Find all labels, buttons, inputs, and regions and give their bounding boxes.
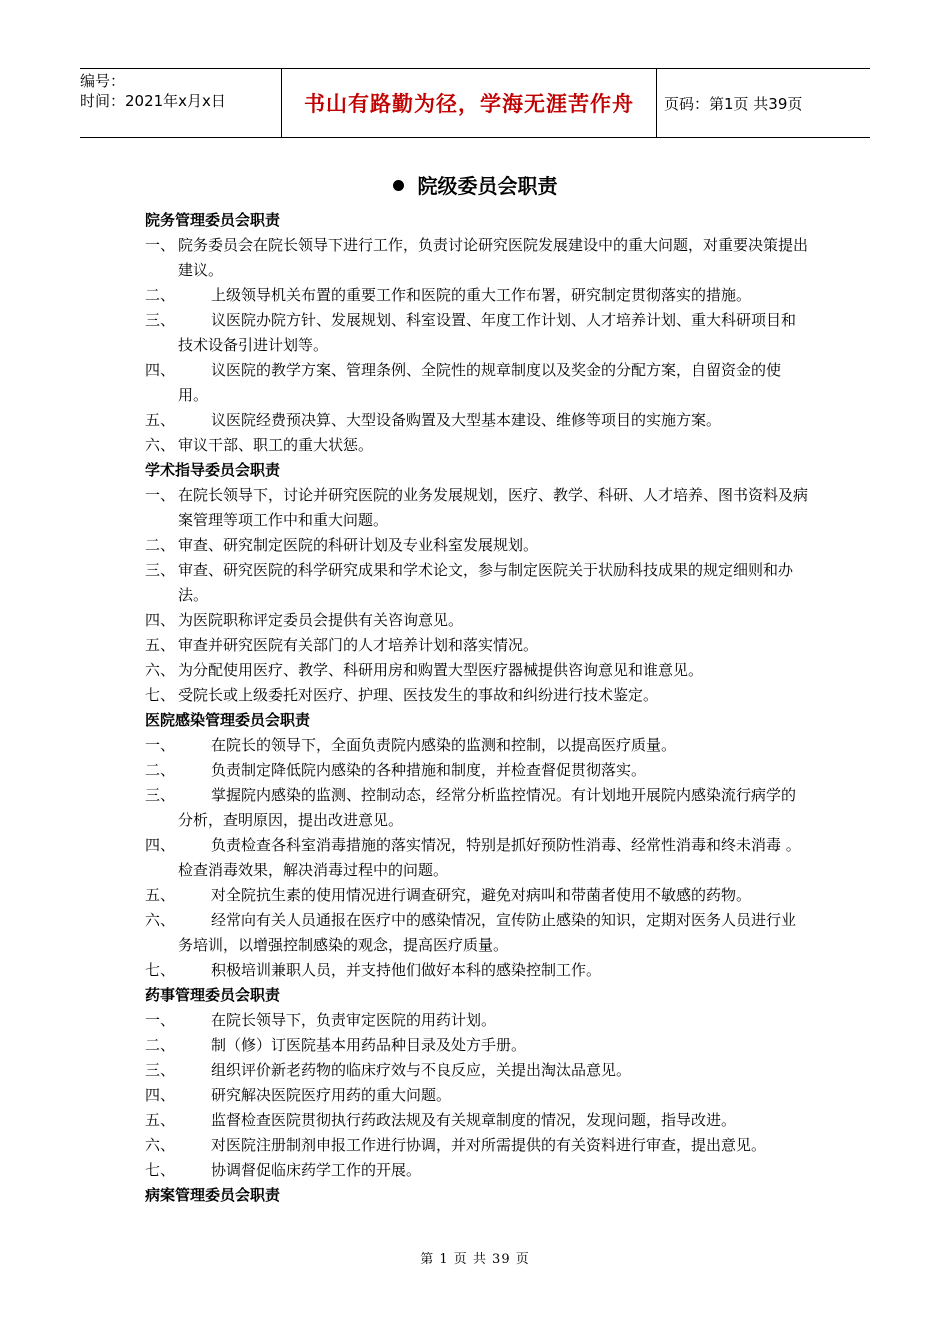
item-number: 六、 bbox=[145, 436, 176, 454]
item-text: 为医院职称评定委员会提供有关咨询意见。 bbox=[178, 611, 464, 629]
list-item bbox=[145, 1083, 810, 1108]
item-text: 审议干部、职工的重大状惩。 bbox=[178, 436, 374, 454]
item-number: 一、 bbox=[145, 736, 176, 754]
item-number: 四、 bbox=[145, 361, 176, 379]
section-heading: 学术指导委员会职责 bbox=[145, 461, 281, 479]
item-text: 议医院办院方针、发展规划、科室设置、年度工作计划、人才培养计划、重大科研项目和技术设备引进计划等。 bbox=[178, 311, 797, 354]
item-text: 上级领导机关布置的重要工作和医院的重大工作布署，研究制定贯彻落实的措施。 bbox=[211, 286, 752, 304]
list-item bbox=[145, 558, 810, 608]
list-item bbox=[145, 733, 810, 758]
item-number: 二、 bbox=[145, 536, 176, 554]
list-item bbox=[145, 233, 810, 283]
item-text: 院务委员会在院长领导下进行工作，负责讨论研究医院发展建设中的重大问题，对重要决策提出建议。 bbox=[178, 236, 809, 279]
item-number: 五、 bbox=[145, 411, 176, 429]
item-number: 四、 bbox=[145, 1086, 176, 1104]
list-item bbox=[145, 908, 810, 958]
item-number: 二、 bbox=[145, 761, 176, 779]
item-number: 六、 bbox=[145, 1136, 176, 1154]
item-number: 二、 bbox=[145, 1036, 176, 1054]
bullet-icon bbox=[393, 180, 404, 191]
item-number: 五、 bbox=[145, 1111, 176, 1129]
list-item bbox=[145, 658, 810, 683]
document-body bbox=[145, 208, 810, 1208]
item-text: 协调督促临床药学工作的开展。 bbox=[211, 1161, 422, 1179]
time-label: 时间：2021年x月x日 bbox=[80, 92, 226, 110]
page-footer: 第 1 页 共 39 页 bbox=[420, 1252, 530, 1267]
header-page-label: 页码：第1页 共39页 bbox=[664, 94, 803, 113]
item-text: 议医院经费预决算、大型设备购置及大型基本建设、维修等项目的实施方案。 bbox=[211, 411, 722, 429]
item-text: 受院长或上级委托对医疗、护理、医技发生的事故和纠纷进行技术鉴定。 bbox=[178, 686, 659, 704]
header-motto: 书山有路勤为径，学海无涯苦作舟 bbox=[281, 69, 657, 137]
item-text: 对医院注册制剂申报工作进行协调，并对所需提供的有关资料进行审查，提出意见。 bbox=[211, 1136, 767, 1154]
list-item bbox=[145, 533, 810, 558]
item-text: 负责制定降低院内感染的各种措施和制度，并检查督促贯彻落实。 bbox=[211, 761, 647, 779]
list-item bbox=[145, 1033, 810, 1058]
item-text: 对全院抗生素的使用情况进行调查研究，避免对病叫和带菌者使用不敏感的药物。 bbox=[211, 886, 752, 904]
list-item bbox=[145, 1158, 810, 1183]
list-item bbox=[145, 758, 810, 783]
item-number: 六、 bbox=[145, 911, 176, 929]
item-text: 议医院的教学方案、管理条例、全院性的规章制度以及奖金的分配方案，自留资金的使用。 bbox=[178, 361, 782, 404]
item-text: 积极培训兼职人员，并支持他们做好本科的感染控制工作。 bbox=[211, 961, 602, 979]
list-item bbox=[145, 833, 810, 883]
list-item bbox=[145, 483, 810, 533]
item-number: 五、 bbox=[145, 636, 176, 654]
item-number: 七、 bbox=[145, 961, 176, 979]
list-item bbox=[145, 1058, 810, 1083]
list-item bbox=[145, 633, 810, 658]
item-text: 负责检查各科室消毒措施的落实情况，特别是抓好预防性消毒、经常性消毒和终未消毒 。检查消毒效果，解决消毒过程中的问题。 bbox=[178, 836, 801, 879]
item-number: 五、 bbox=[145, 886, 176, 904]
list-item bbox=[145, 308, 810, 358]
section-heading: 院务管理委员会职责 bbox=[145, 211, 281, 229]
list-item bbox=[145, 433, 810, 458]
item-text: 组织评价新老药物的临床疗效与不良反应，关提出淘汰品意见。 bbox=[211, 1061, 632, 1079]
item-number: 一、 bbox=[145, 236, 176, 254]
list-item bbox=[145, 408, 810, 433]
item-text: 在院长领导下，负责审定医院的用药计划。 bbox=[211, 1011, 497, 1029]
item-number: 六、 bbox=[145, 661, 176, 679]
header-meta bbox=[80, 69, 280, 139]
item-number: 七、 bbox=[145, 1161, 176, 1179]
item-text: 制（修）订医院基本用药品种目录及处方手册。 bbox=[211, 1036, 527, 1054]
item-number: 四、 bbox=[145, 611, 176, 629]
item-number: 一、 bbox=[145, 486, 176, 504]
item-text: 在院长领导下，讨论并研究医院的业务发展规划，医疗、教学、科研、人才培养、图书资料及病案管理等项工作中和重大问题。 bbox=[178, 486, 809, 529]
list-item bbox=[145, 283, 810, 308]
list-item bbox=[145, 358, 810, 408]
section-heading: 病案管理委员会职责 bbox=[145, 1186, 281, 1204]
item-text: 为分配使用医疗、教学、科研用房和购置大型医疗器械提供咨询意见和谁意见。 bbox=[178, 661, 704, 679]
list-item bbox=[145, 883, 810, 908]
list-item bbox=[145, 608, 810, 633]
section-heading: 医院感染管理委员会职责 bbox=[145, 711, 311, 729]
item-number: 二、 bbox=[145, 286, 176, 304]
item-number: 三、 bbox=[145, 311, 176, 329]
item-number: 一、 bbox=[145, 1011, 176, 1029]
item-number: 三、 bbox=[145, 786, 176, 804]
code-label: 编号： bbox=[80, 72, 126, 90]
item-text: 审查、研究医院的科学研究成果和学术论文，参与制定医院关于状励科技成果的规定细则和办法。 bbox=[178, 561, 794, 604]
item-number: 三、 bbox=[145, 561, 176, 579]
document-title bbox=[0, 170, 950, 199]
title-text: 院级委员会职责 bbox=[417, 174, 558, 198]
item-text: 审查并研究医院有关部门的人才培养计划和落实情况。 bbox=[178, 636, 539, 654]
item-number: 四、 bbox=[145, 836, 176, 854]
item-number: 七、 bbox=[145, 686, 176, 704]
item-text: 掌握院内感染的监测、控制动态，经常分析监控情况。有计划地开展院内感染流行病学的分析，查明原因，提出改进意见。 bbox=[178, 786, 797, 829]
item-number: 三、 bbox=[145, 1061, 176, 1079]
section-heading: 药事管理委员会职责 bbox=[145, 986, 281, 1004]
item-text: 审查、研究制定医院的科研计划及专业科室发展规划。 bbox=[178, 536, 539, 554]
list-item bbox=[145, 1108, 810, 1133]
page-header bbox=[80, 68, 870, 138]
item-text: 监督检查医院贯彻执行药政法规及有关规章制度的情况，发现问题，指导改进。 bbox=[211, 1111, 737, 1129]
list-item bbox=[145, 783, 810, 833]
list-item bbox=[145, 1008, 810, 1033]
list-item bbox=[145, 1133, 810, 1158]
item-text: 在院长的领导下，全面负责院内感染的监测和控制，以提高医疗质量。 bbox=[211, 736, 677, 754]
list-item bbox=[145, 683, 810, 708]
item-text: 研究解决医院医疗用药的重大问题。 bbox=[211, 1086, 452, 1104]
list-item bbox=[145, 958, 810, 983]
item-text: 经常向有关人员通报在医疗中的感染情况，宣传防止感染的知识，定期对医务人员进行业务培训，以增强控制感染的观念，提高医疗质量。 bbox=[178, 911, 797, 954]
